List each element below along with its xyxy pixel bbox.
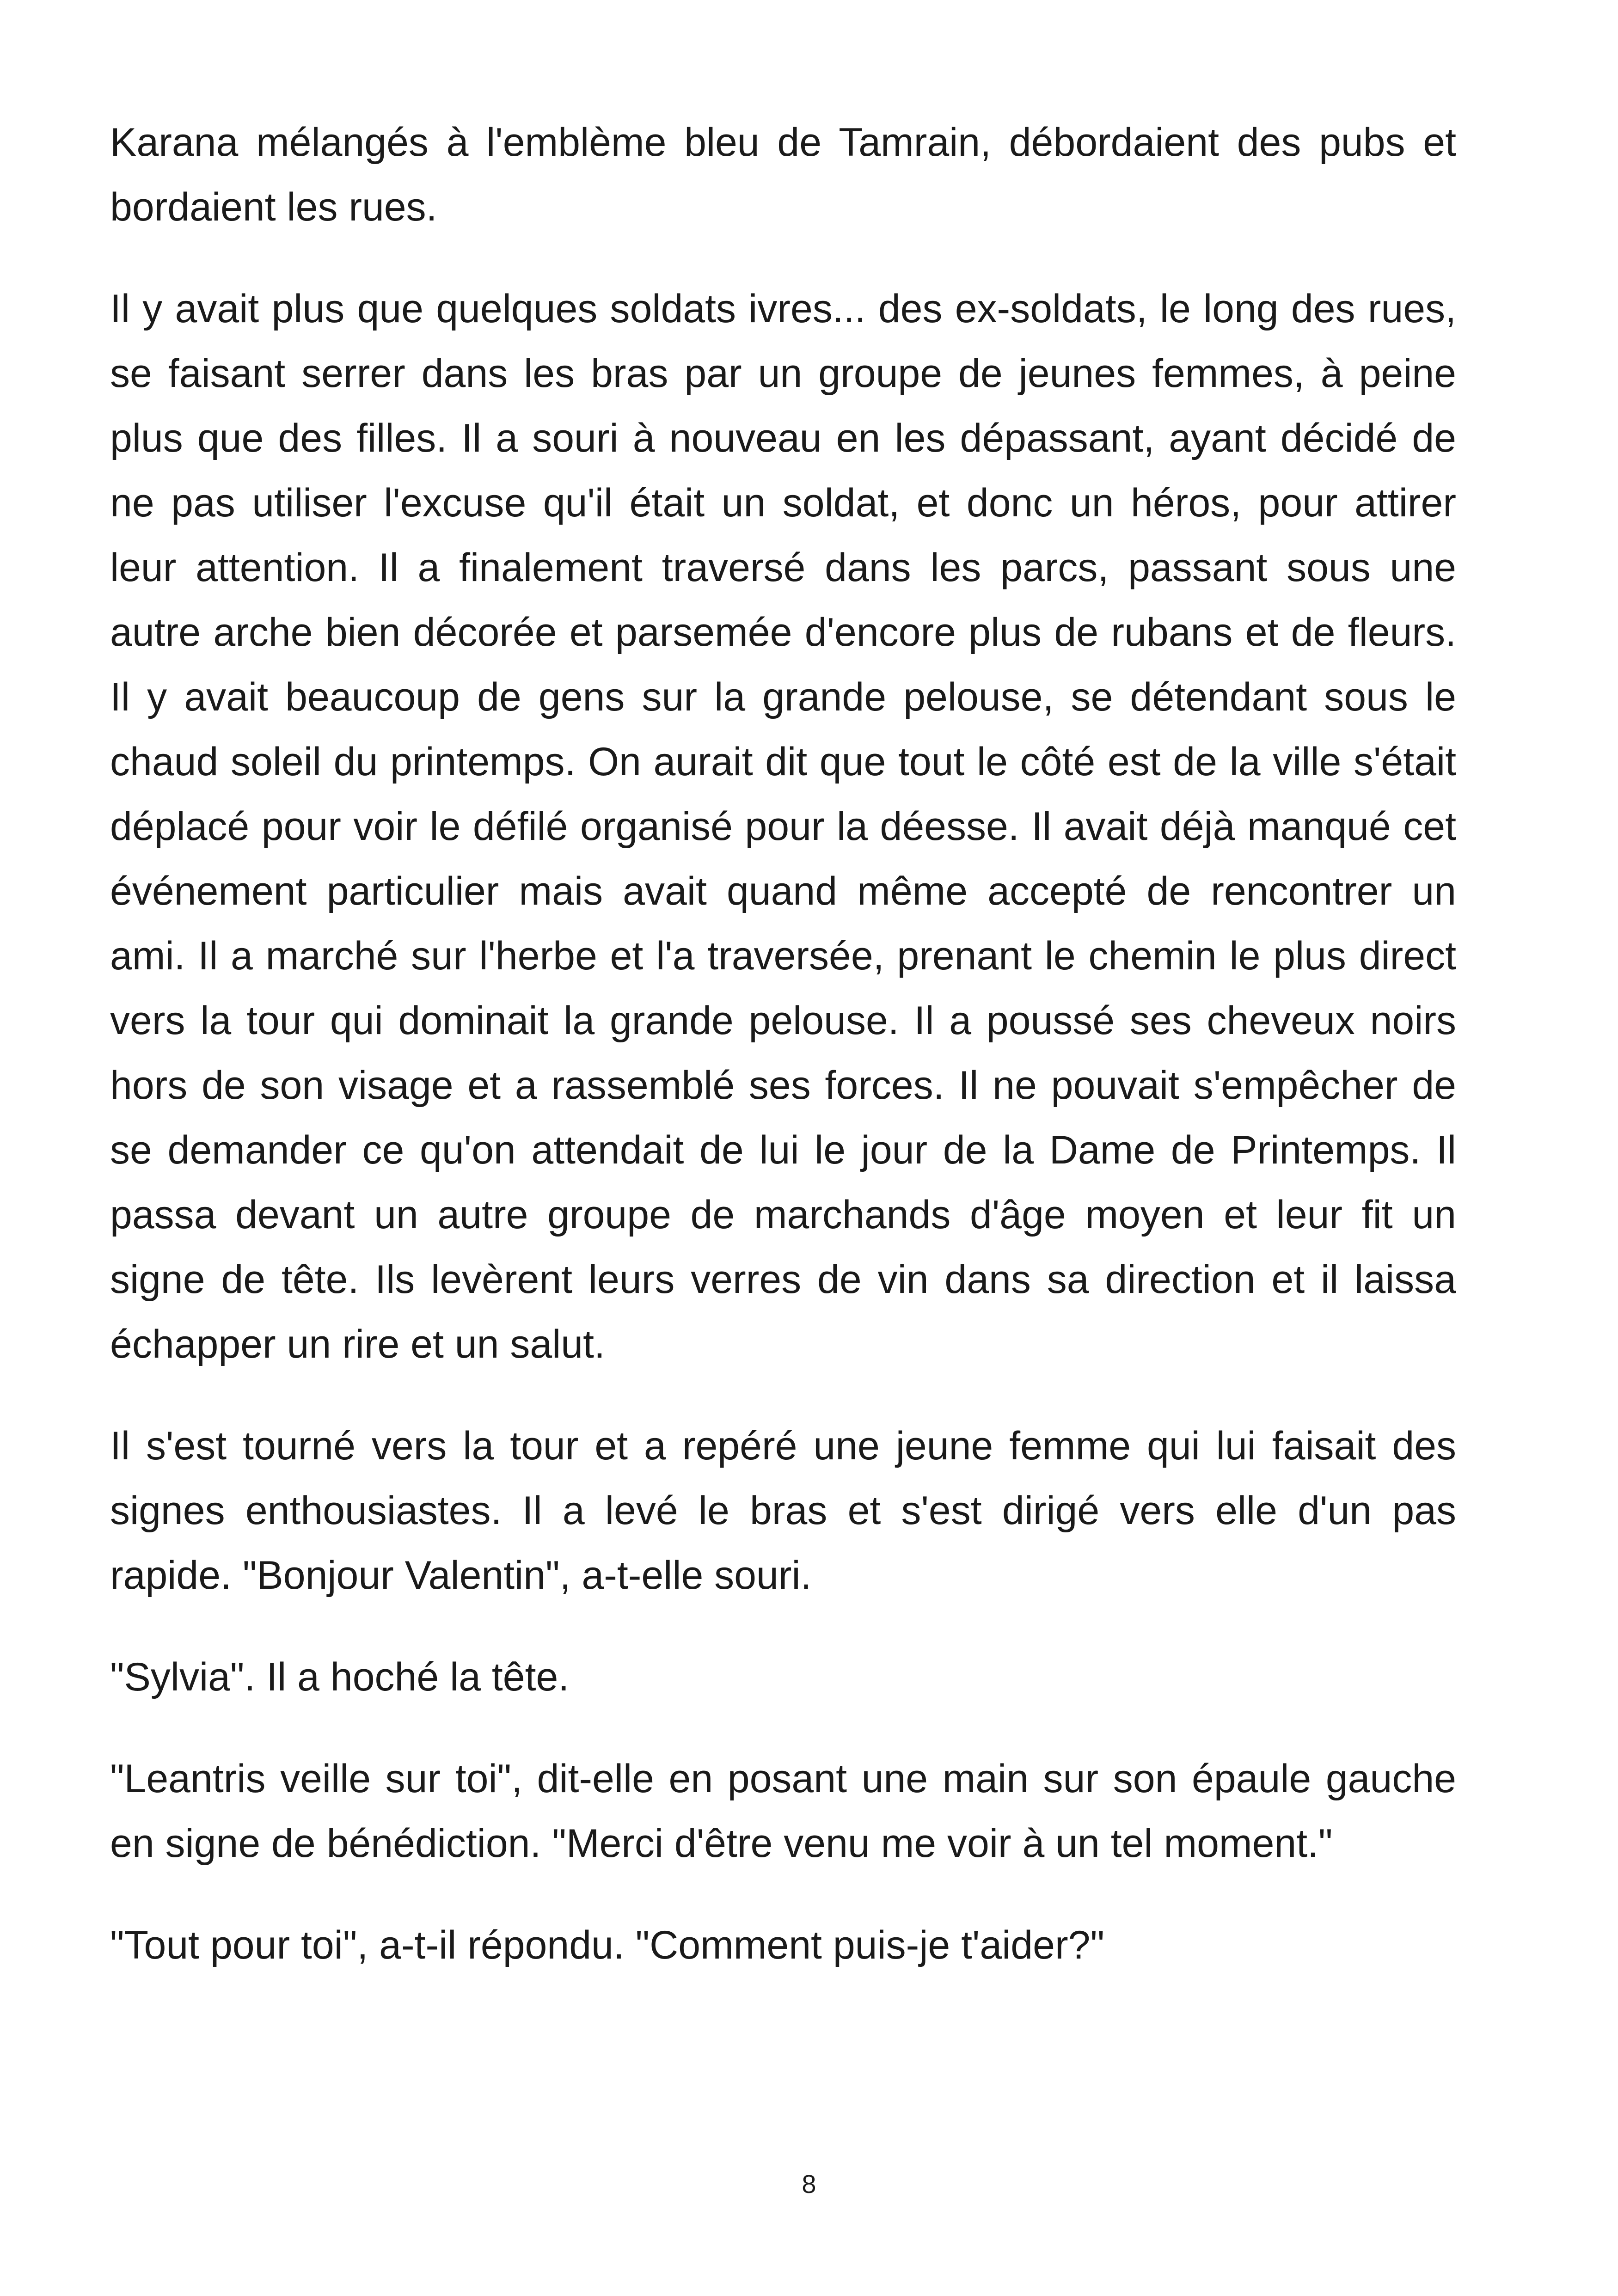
page-number: 8 (802, 2169, 816, 2198)
paragraph-6: "Tout pour toi", a-t-il répondu. "Comment puis-je t'aider?" (110, 1923, 1104, 1967)
paragraph-3: Il s'est tourné vers la tour et a repéré une jeune femme qui lui faisait des signes enthousiastes. Il a levé le bras et s'est dirigé vers elle d'un pas rapide. "Bonjour Valentin", a-t-elle souri. (110, 1424, 1456, 1598)
body-text (110, 110, 1456, 2014)
paragraph-4: "Sylvia". Il a hoché la tête. (110, 1655, 570, 1699)
paragraph-1: Karana mélangés à l'emblème bleu de Tamrain, débordaient des pubs et bordaient les rues. (110, 120, 1456, 229)
paragraph-2: Il y avait plus que quelques soldats ivres... des ex-soldats, le long des rues, se faisant serrer dans les bras par un groupe de jeunes femmes, à peine plus que des filles. Il a souri à nouveau en les dépassant, ayant décidé de ne pas utiliser l'excuse qu'il était un soldat, et donc un héros, pour attirer leur attention. Il a finalement traversé dans les parcs, passant sous une autre arche bien décorée et parsemée d'encore plus de rubans et de fleurs. Il y avait beaucoup de gens sur la grande pelouse, se détendant sous le chaud soleil du printemps. On aurait dit que tout le côté est de la ville s'était déplacé pour voir le défilé organisé pour la déesse. Il avait déjà manqué cet événement particulier mais avait quand même accepté de rencontrer un ami. Il a marché sur l'herbe et l'a traversée, prenant le chemin le plus direct vers la tour qui dominait la grande pelouse. Il a poussé ses cheveux noirs hors de son visage et a rassemblé ses forces. Il ne pouvait s'empêcher de se demander ce qu'on attendait de lui le jour de la Dame de Printemps. Il passa devant un autre groupe de marchands d'âge moyen et leur fit un signe de tête. Ils levèrent leurs verres de vin dans sa direction et il laissa échapper un rire et un salut. (110, 287, 1456, 1366)
paragraph-5: "Leantris veille sur toi", dit-elle en posant une main sur son épaule gauche en signe de bénédiction. "Merci d'être venu me voir à un tel moment." (110, 1757, 1456, 1866)
